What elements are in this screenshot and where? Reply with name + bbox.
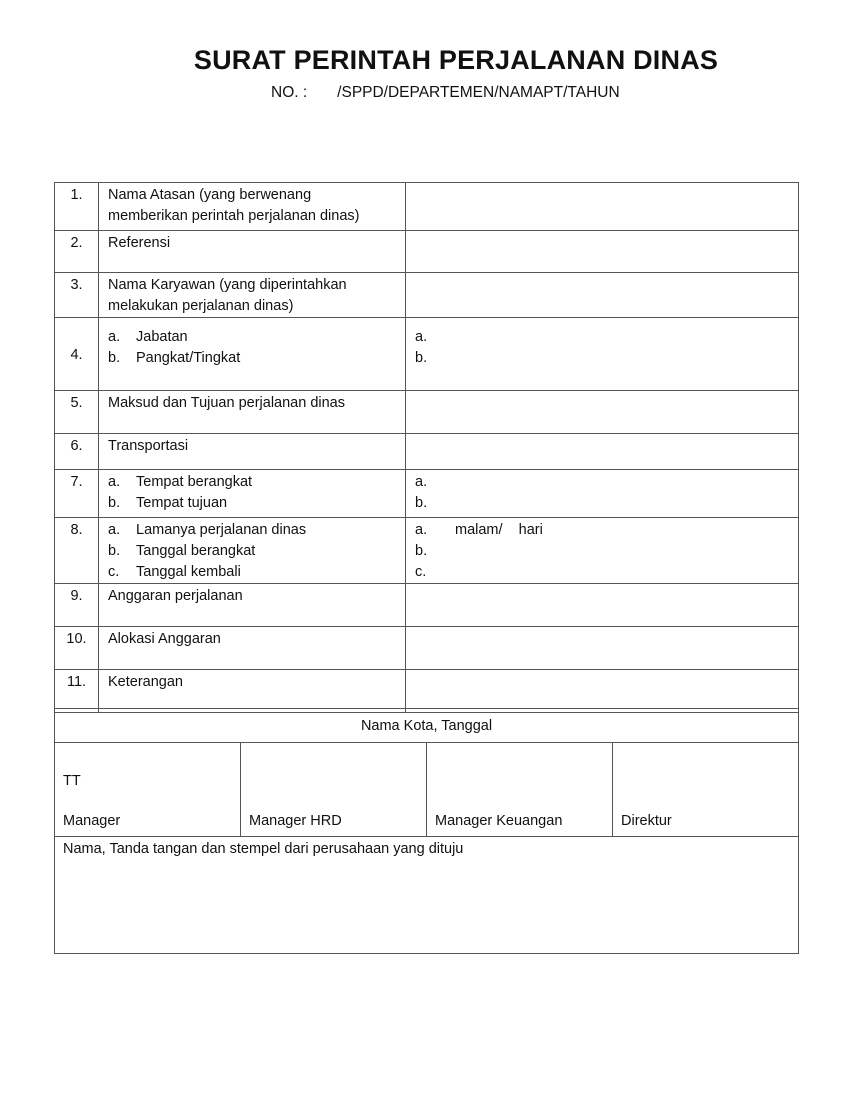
destination-company-signature[interactable]	[55, 837, 799, 954]
document-number-value: /SPPD/DEPARTEMEN/NAMAPT/TAHUN	[337, 84, 620, 101]
table-row	[55, 518, 799, 584]
destination-note: Nama, Tanda tangan dan stempel dari perusahaan yang dituju	[63, 841, 464, 857]
document-title: SURAT PERINTAH PERJALANAN DINAS	[193, 45, 719, 75]
row-label: Alokasi Anggaran	[99, 627, 406, 670]
sub-value: a.	[415, 474, 428, 490]
row-label	[99, 318, 406, 391]
sub-item: a. Jabatan	[108, 329, 188, 345]
row-label: Referensi	[99, 231, 406, 273]
signature-role: Manager	[63, 813, 121, 829]
sub-value: b.	[415, 350, 428, 366]
travel-order-table	[54, 182, 799, 713]
table-row	[55, 470, 799, 518]
sub-value: a. malam/ hari	[415, 522, 543, 538]
sub-item: c. Tanggal kembali	[108, 564, 241, 580]
table-row	[55, 318, 799, 391]
row-value-field[interactable]	[406, 627, 799, 670]
table-row	[55, 584, 799, 627]
row-value-field[interactable]	[406, 183, 799, 231]
sub-value: b.	[415, 543, 428, 559]
signature-box-direktur[interactable]	[613, 743, 799, 837]
row-value-field[interactable]	[406, 231, 799, 273]
row-number: 10.	[55, 627, 99, 670]
row-number: 7.	[55, 470, 99, 518]
row-number: 1.	[55, 183, 99, 231]
document-number	[271, 84, 620, 102]
signature-role: Manager HRD	[249, 813, 342, 829]
sub-value: c.	[415, 564, 427, 580]
signature-box-manager[interactable]	[55, 743, 241, 837]
row-label	[99, 183, 406, 231]
signature-box-manager-hrd[interactable]	[241, 743, 427, 837]
row-number: 2.	[55, 231, 99, 273]
row-number: 8.	[55, 518, 99, 584]
table-row	[55, 434, 799, 470]
document-number-label: NO. :	[271, 84, 308, 101]
table-row	[55, 273, 799, 318]
row-number: 4.	[55, 318, 99, 391]
row-value-field[interactable]	[406, 318, 799, 391]
row-number: 9.	[55, 584, 99, 627]
row-number: 5.	[55, 391, 99, 434]
table-row	[55, 627, 799, 670]
row-label-line: Nama Karyawan (yang diperintahkan	[108, 277, 347, 293]
row-label: Keterangan	[99, 670, 406, 713]
sub-value: b.	[415, 495, 428, 511]
table-row	[55, 183, 799, 231]
row-label	[99, 470, 406, 518]
table-row	[55, 391, 799, 434]
sub-item: b. Tempat tujuan	[108, 495, 228, 511]
row-value-field[interactable]	[406, 584, 799, 627]
row-value-field[interactable]	[406, 434, 799, 470]
sub-value: a.	[415, 329, 428, 345]
row-value-field[interactable]	[406, 518, 799, 584]
signature-box-manager-keuangan[interactable]	[427, 743, 613, 837]
row-value-field[interactable]	[406, 391, 799, 434]
row-value-field[interactable]	[406, 670, 799, 713]
row-number: 11.	[55, 670, 99, 713]
city-date: Nama Kota, Tanggal	[55, 709, 799, 743]
sub-item: b. Pangkat/Tingkat	[108, 350, 241, 366]
row-label-line: Nama Atasan (yang berwenang	[108, 187, 312, 203]
sub-item: b. Tanggal berangkat	[108, 543, 256, 559]
row-label: Maksud dan Tujuan perjalanan dinas	[99, 391, 406, 434]
signature-role: Manager Keuangan	[435, 813, 563, 829]
row-label-line: melakukan perjalanan dinas)	[108, 298, 294, 314]
row-number: 6.	[55, 434, 99, 470]
signature-table	[54, 708, 799, 954]
row-label: Anggaran perjalanan	[99, 584, 406, 627]
row-value-field[interactable]	[406, 273, 799, 318]
row-label: Transportasi	[99, 434, 406, 470]
row-label-line: memberikan perintah perjalanan dinas)	[108, 208, 360, 224]
table-row	[55, 670, 799, 713]
table-row	[55, 231, 799, 273]
signature-role: Direktur	[621, 813, 672, 829]
row-value-field[interactable]	[406, 470, 799, 518]
sub-item: a. Lamanya perjalanan dinas	[108, 522, 307, 538]
row-label	[99, 273, 406, 318]
signature-tt-label: TT	[63, 773, 81, 789]
row-label	[99, 518, 406, 584]
sub-item: a. Tempat berangkat	[108, 474, 253, 490]
row-number: 3.	[55, 273, 99, 318]
